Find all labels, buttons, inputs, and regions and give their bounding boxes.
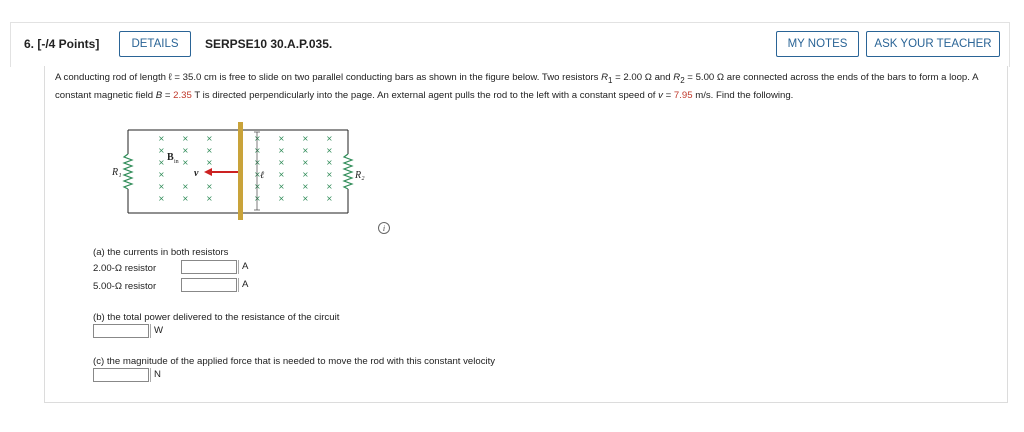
field-cross: × (158, 170, 165, 179)
part-b-prompt: (b) the total power delivered to the resistance of the circuit (93, 312, 340, 323)
field-cross: × (206, 134, 213, 143)
resistor-r1 (124, 154, 132, 189)
my-notes-button[interactable]: MY NOTES (776, 31, 859, 57)
field-cross: × (278, 158, 285, 167)
field-cross: × (326, 170, 333, 179)
field-cross: × (302, 158, 309, 167)
current-2ohm-unit: A (238, 260, 248, 274)
field-cross: × (278, 170, 285, 179)
current-2ohm-input[interactable] (181, 260, 237, 274)
field-cross: × (254, 146, 261, 155)
details-button[interactable]: DETAILS (119, 31, 191, 57)
question-title: 6. [-/4 Points] (24, 37, 100, 51)
field-cross: × (302, 146, 309, 155)
force-input[interactable] (93, 368, 149, 382)
field-cross: × (182, 194, 189, 203)
field-cross: × (158, 134, 165, 143)
field-cross: × (158, 194, 165, 203)
field-cross: × (206, 146, 213, 155)
field-cross: × (206, 158, 213, 167)
field-cross: × (254, 194, 261, 203)
field-cross: × (182, 134, 189, 143)
b-label: B (167, 152, 174, 163)
current-5ohm-unit: A (238, 278, 248, 292)
power-unit: W (150, 324, 163, 338)
field-cross: × (278, 146, 285, 155)
part-a-prompt: (a) the currents in both resistors (93, 247, 229, 258)
current-5ohm-input[interactable] (181, 278, 237, 292)
field-cross: × (206, 182, 213, 191)
field-cross: × (326, 158, 333, 167)
question-content (44, 66, 1008, 403)
field-cross: × (302, 170, 309, 179)
ask-teacher-button[interactable]: ASK YOUR TEACHER (866, 31, 1000, 57)
part-c-prompt: (c) the magnitude of the applied force that is needed to move the rod with this constant velocity (93, 356, 496, 367)
field-cross: × (206, 194, 213, 203)
field-cross: × (278, 182, 285, 191)
r1-label: R₁ (112, 167, 122, 178)
field-cross: × (158, 146, 165, 155)
l-label: ℓ (260, 170, 265, 181)
field-cross: × (182, 146, 189, 155)
field-cross: × (254, 134, 261, 143)
part-a-row2-label: 5.00-Ω resistor (93, 281, 157, 292)
field-cross: × (326, 182, 333, 191)
part-a-row1-label: 2.00-Ω resistor (93, 263, 157, 274)
field-crosses (158, 134, 333, 203)
problem-code: SERPSE10 30.A.P.035. (205, 37, 333, 51)
field-cross: × (182, 182, 189, 191)
field-cross: × (254, 182, 261, 191)
field-cross: × (326, 194, 333, 203)
force-unit: N (150, 368, 161, 382)
sliding-rod (238, 122, 243, 220)
v-label: v (194, 168, 199, 179)
field-value: 2.35 (173, 89, 192, 101)
field-cross: × (302, 194, 309, 203)
field-cross: × (158, 182, 165, 191)
circuit-figure (112, 122, 382, 220)
field-cross: × (182, 158, 189, 167)
field-cross: × (254, 170, 261, 179)
info-icon[interactable]: i (378, 222, 390, 234)
power-input[interactable] (93, 324, 149, 338)
b-sub-label: in (174, 159, 179, 165)
field-cross: × (254, 158, 261, 167)
field-cross: × (326, 134, 333, 143)
field-cross: × (158, 158, 165, 167)
r2-label: R₂ (355, 170, 365, 181)
field-cross: × (326, 146, 333, 155)
resistor-r2 (344, 154, 352, 189)
field-cross: × (302, 182, 309, 191)
field-cross: × (302, 134, 309, 143)
speed-value: 7.95 (673, 89, 693, 101)
field-cross: × (278, 194, 285, 203)
problem-statement: A conducting rod of length ℓ = 35.0 cm is free to slide on two parallel conducting bars as shown in the figure below. Two resistors $R_1 = 2.00$ Ω and $R_2 = 5.00$ Ω are connected across the ends of the bars to form a loop. A constant magnetic field B = 2.35 T is directed perpendicularly into the page. An external agent pulls the rod to the left with a constant speed of v = 7.95 m/s. Find the following. (55, 72, 978, 101)
field-cross: × (278, 134, 285, 143)
